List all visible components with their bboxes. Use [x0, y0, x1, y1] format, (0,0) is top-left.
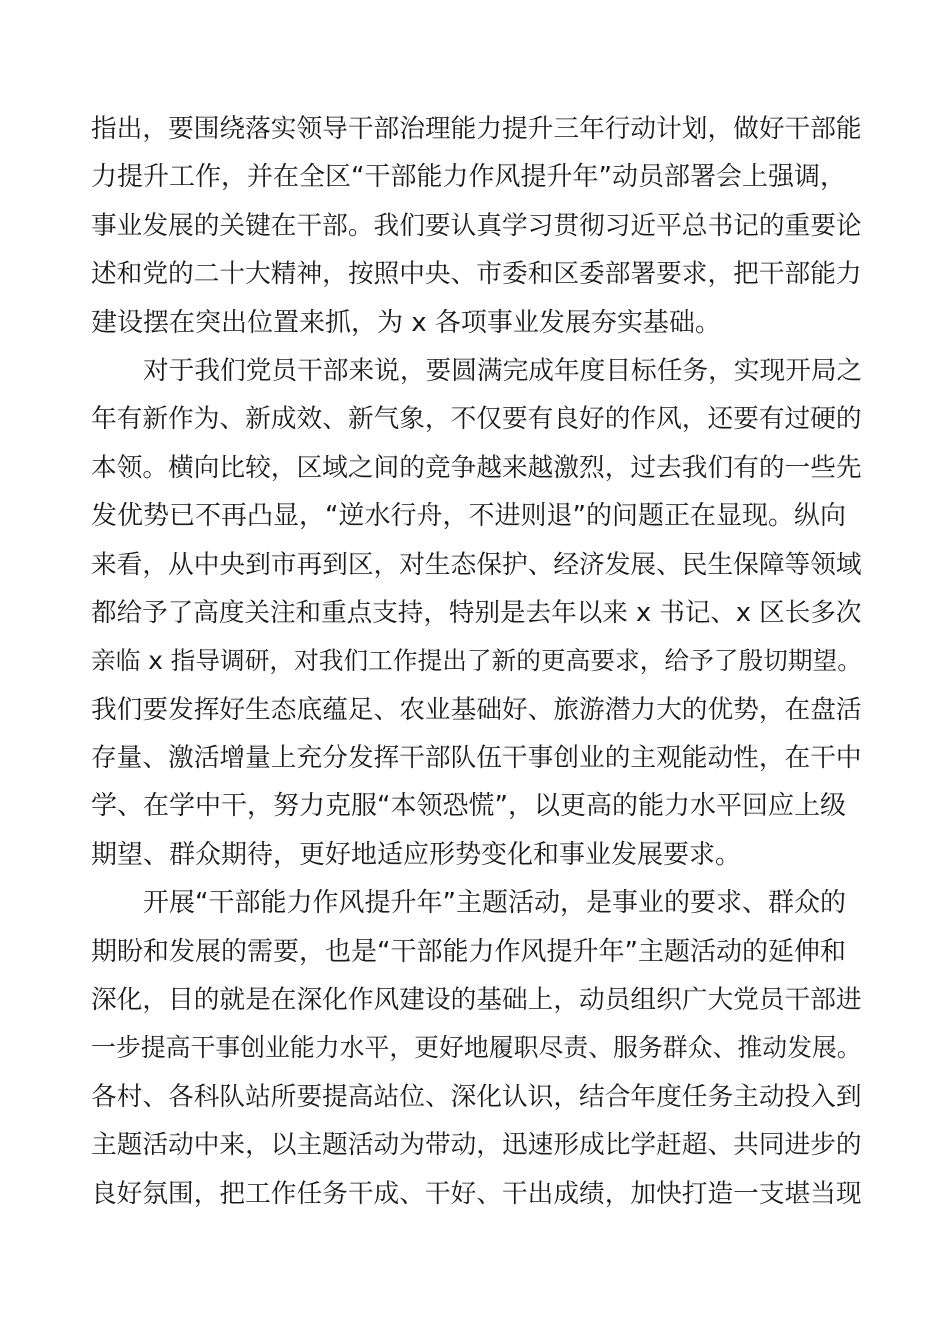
text-line: 力提升工作，并在全区“干部能力作风提升年”动员部署会上强调，: [91, 162, 846, 193]
text-line: 期盼和发展的需要，也是“干部能力作风提升年”主题活动的延伸和: [91, 936, 846, 967]
text-line: 存量、激活增量上充分发挥干部队伍干事创业的主观能动性，在干中: [91, 743, 862, 774]
text-line: 期望、群众期待，更好地适应形势变化和事业发展要求。: [91, 839, 742, 870]
text-line: 各村、各科队站所要提高站位、深化认识，结合年度任务主动投入到: [91, 1081, 862, 1112]
text-line: 亲临 x 指导调研，对我们工作提出了新的更高要求，给予了殷切期望。: [91, 646, 862, 676]
text-line: 事业发展的关键在干部。我们要认真学习贯彻习近平总书记的重要论: [91, 210, 862, 241]
text-line: 本领。横向比较，区域之间的竞争越来越激烈，过去我们有的一些先: [91, 452, 862, 483]
text-line: 开展“干部能力作风提升年”主题活动，是事业的要求、群众的: [143, 888, 846, 919]
text-line: 述和党的二十大精神，按照中央、市委和区委部署要求，把干部能力: [91, 259, 862, 290]
text-line: 我们要发挥好生态底蕴足、农业基础好、旅游潜力大的优势，在盘活: [91, 694, 862, 725]
text-line: 发优势已不再凸显，“逆水行舟，不进则退”的问题正在显现。纵向: [91, 501, 846, 532]
text-line: 深化，目的就是在深化作风建设的基础上，动员组织广大党员干部进: [91, 985, 862, 1016]
text-line: 学、在学中干，努力克服“本领恐慌”，以更高的能力水平回应上级: [91, 791, 846, 822]
text-line: 主题活动中来，以主题活动为带动，迅速形成比学赶超、共同进步的: [91, 1130, 862, 1161]
paragraph-1: [91, 105, 866, 347]
document-body: [91, 105, 866, 1218]
paragraph-2: [91, 347, 866, 879]
text-line: 对于我们党员干部来说，要圆满完成年度目标任务，实现开局之: [143, 355, 863, 386]
text-line: 良好氛围，把工作任务干成、干好、干出成绩，加快打造一支堪当现: [91, 1178, 862, 1209]
text-line: 指出，要围绕落实领导干部治理能力提升三年行动计划，做好干部能: [91, 114, 862, 144]
text-line: 来看，从中央到市再到区，对生态保护、经济发展、民生保障等领域: [91, 549, 862, 580]
text-line: 都给予了高度关注和重点支持，特别是去年以来 x 书记、x 区长多次: [91, 597, 862, 628]
text-line: 建设摆在突出位置来抓，为 x 各项事业发展夯实基础。: [91, 307, 721, 338]
text-line: 年有新作为、新成效、新气象，不仅要有良好的作风，还要有过硬的: [91, 404, 862, 435]
text-line: 一步提高干事创业能力水平，更好地履职尽责、服务群众、推动发展。: [91, 1033, 862, 1063]
paragraph-3: [91, 879, 866, 1218]
